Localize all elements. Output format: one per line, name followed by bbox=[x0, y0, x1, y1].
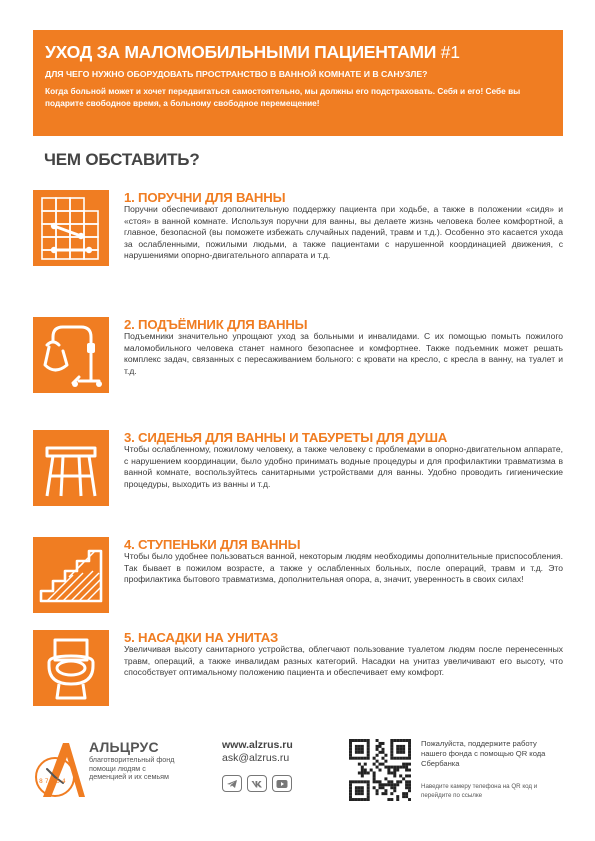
social-links bbox=[222, 775, 293, 792]
item-heading: 2. ПОДЪЁМНИК ДЛЯ ВАННЫ bbox=[124, 317, 308, 332]
logo-description: благотворительный фонд помощи людям с деменцией и их семьям bbox=[89, 755, 175, 782]
donation-text: Пожалуйста, поддержите работу нашего фонда с помощью QR кода Сбербанка bbox=[421, 739, 546, 768]
clock-digits-art: 8 7 6 5 4 bbox=[39, 778, 66, 785]
item-text: Чтобы было удобнее пользоваться ванной, некоторым людям необходимы дополнительные приспособления. Так бывает в пожилом возрасте, а также у ослабленных больных, после операций, травм и т.д. Это профилактика бытового травматизма, дополнительная опора, а, значит, уверенность в своих силах! bbox=[124, 551, 563, 584]
bath-steps-icon bbox=[33, 537, 109, 613]
item-text: Подъемники значительно упрощают уход за больными и инвалидами. С их помощью помыть пожилого маломобильного человека станет намного безопаснее и комфортнее. Также подъемник может решать комплекс задач, связанных с пересаживанием больного: с кровати на кресло, с кресла в ванну, на туалет и т.д. bbox=[124, 331, 563, 376]
banner-subtitle: ДЛЯ ЧЕГО НУЖНО ОБОРУДОВАТЬ ПРОСТРАНСТВО В ВАННОЙ КОМНАТЕ И В САНУЗЛЕ? bbox=[45, 69, 428, 79]
item-text: Чтобы ослабленному, пожилому человеку, а также человеку с проблемами в опорно-двигательном аппарате, с нарушением координации, было удобно принимать водные процедуры и для профилактики травматизма в ванной комнате, воспользуйтесь санитарными устройствами для ванны. Удобно проводить гигиенические процедуры, выходить из ванны и т.д. bbox=[124, 444, 563, 489]
qr-hint: Наведите камеру телефона на QR код и перейдите по ссылке bbox=[421, 783, 538, 799]
contacts bbox=[222, 739, 293, 792]
patient-lift-icon bbox=[33, 317, 109, 393]
logo-name: АЛЬЦРУС bbox=[89, 739, 159, 755]
item-text: Увеличивая высоту санитарного устройства, облегчают пользование туалетом людям после перенесенных травм, операций, а также инвалидам разных категорий. Насадки на унитаз увеличивают его высоту, что способствует оптимальному положению пациента и обеспечивает ему комфорт. bbox=[124, 644, 563, 677]
telegram-icon[interactable] bbox=[222, 775, 242, 792]
alzrus-logo-icon bbox=[33, 739, 87, 801]
issue-number: #1 bbox=[440, 42, 460, 62]
header-banner bbox=[33, 30, 563, 136]
toilet-seat-icon bbox=[33, 630, 109, 706]
item-heading: 5. НАСАДКИ НА УНИТАЗ bbox=[124, 630, 279, 645]
bath-handrail-icon bbox=[33, 190, 109, 266]
item-text: Поручни обеспечивают дополнительную поддержку пациента при ходьбе, а также в положении «сидя» и «стоя» в ванной комнате. Используя поручни для ванны, вы делаете жизнь человека более комфортной, а главное, безопасной (вы поможете избежать случайных падений, травм и т.д.). Особенно это касается ухода за ослабленными, пожилыми людьми, а также пациентами с нарушенной координацией движения, с нарушениями опорно-двигательного аппарата и т.д. bbox=[124, 204, 563, 260]
item-heading: 3. СИДЕНЬЯ ДЛЯ ВАННЫ И ТАБУРЕТЫ ДЛЯ ДУША bbox=[124, 430, 448, 445]
email-link[interactable]: ask@alzrus.ru bbox=[222, 752, 290, 764]
shower-stool-icon bbox=[33, 430, 109, 506]
item-heading: 4. СТУПЕНЬКИ ДЛЯ ВАННЫ bbox=[124, 537, 301, 552]
item-heading: 1. ПОРУЧНИ ДЛЯ ВАННЫ bbox=[124, 190, 286, 205]
banner-lead: Когда больной может и хочет передвигаться самостоятельно, мы должны его подстраховать. Себя и его! Себе вы подарите свободное время, а больному свободное перемещение! bbox=[45, 85, 521, 108]
footer bbox=[33, 735, 563, 815]
youtube-icon[interactable] bbox=[272, 775, 292, 792]
website-link[interactable]: www.alzrus.ru bbox=[222, 739, 293, 751]
section-title: ЧЕМ ОБСТАВИТЬ? bbox=[44, 150, 200, 169]
page-title: УХОД ЗА МАЛОМОБИЛЬНЫМИ ПАЦИЕНТАМИ #1 bbox=[45, 42, 460, 62]
qr-code[interactable] bbox=[349, 739, 411, 801]
vk-icon[interactable] bbox=[247, 775, 267, 792]
